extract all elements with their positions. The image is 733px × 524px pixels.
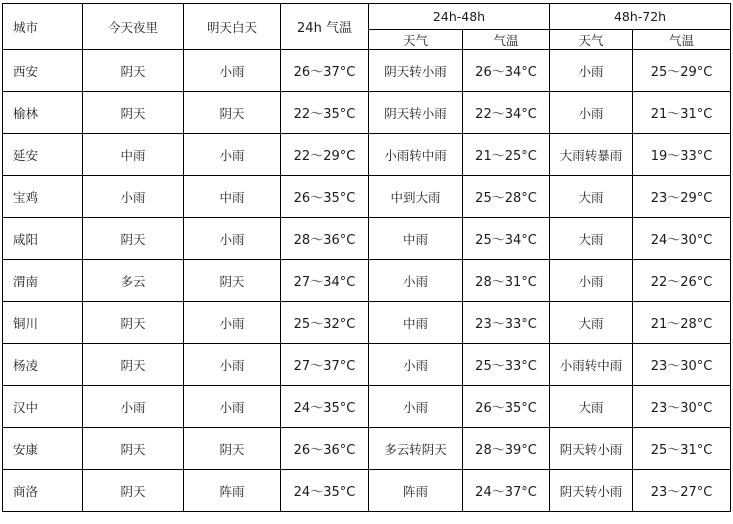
weather-48-cell: 阴天转小雨 [369, 50, 463, 92]
tonight-cell: 小雨 [83, 176, 184, 218]
day-cell: 阴天 [184, 428, 281, 470]
temp-48-cell: 26～34°C [463, 50, 550, 92]
weather-72-cell: 阴天转小雨 [550, 470, 633, 512]
temp-24h-cell: 26～36°C [281, 428, 369, 470]
weather-48-cell: 中到大雨 [369, 176, 463, 218]
temp-48-cell: 26～35°C [463, 386, 550, 428]
temp-72-cell: 23～27°C [633, 470, 731, 512]
header-tomorrow-day: 明天白天 [184, 4, 281, 50]
tonight-cell: 阴天 [83, 218, 184, 260]
temp-24h-cell: 27～37°C [281, 344, 369, 386]
temp-24h-cell: 28～36°C [281, 218, 369, 260]
temp-24h-cell: 27～34°C [281, 260, 369, 302]
header-city: 城市 [3, 4, 83, 50]
header-group-48-72: 48h-72h [550, 4, 731, 30]
header-weather-48: 天气 [369, 30, 463, 50]
weather-72-cell: 小雨转中雨 [550, 344, 633, 386]
table-row [3, 92, 731, 134]
city-cell: 杨凌 [3, 344, 83, 386]
temp-48-cell: 25～34°C [463, 218, 550, 260]
temp-48-cell: 23～33°C [463, 302, 550, 344]
weather-72-cell: 大雨转暴雨 [550, 134, 633, 176]
weather-72-cell: 小雨 [550, 260, 633, 302]
city-cell: 商洛 [3, 470, 83, 512]
weather-48-cell: 小雨 [369, 386, 463, 428]
temp-72-cell: 21～28°C [633, 302, 731, 344]
header-temp-72: 气温 [633, 30, 731, 50]
tonight-cell: 阴天 [83, 344, 184, 386]
temp-24h-cell: 22～29°C [281, 134, 369, 176]
temp-24h-cell: 26～35°C [281, 176, 369, 218]
weather-72-cell: 大雨 [550, 218, 633, 260]
temp-24h-cell: 24～35°C [281, 470, 369, 512]
temp-72-cell: 19～33°C [633, 134, 731, 176]
day-cell: 小雨 [184, 302, 281, 344]
tonight-cell: 多云 [83, 260, 184, 302]
weather-48-cell: 小雨转中雨 [369, 134, 463, 176]
header-group-24-48: 24h-48h [369, 4, 550, 30]
weather-48-cell: 小雨 [369, 260, 463, 302]
tonight-cell: 阴天 [83, 50, 184, 92]
temp-72-cell: 25～31°C [633, 428, 731, 470]
table-row [3, 50, 731, 92]
tonight-cell: 阴天 [83, 470, 184, 512]
table-row [3, 302, 731, 344]
temp-48-cell: 22～34°C [463, 92, 550, 134]
weather-48-cell: 阵雨 [369, 470, 463, 512]
temp-48-cell: 28～31°C [463, 260, 550, 302]
day-cell: 阴天 [184, 260, 281, 302]
city-cell: 安康 [3, 428, 83, 470]
day-cell: 小雨 [184, 386, 281, 428]
tonight-cell: 小雨 [83, 386, 184, 428]
city-cell: 汉中 [3, 386, 83, 428]
header-tonight: 今天夜里 [83, 4, 184, 50]
city-cell: 铜川 [3, 302, 83, 344]
table-row [3, 134, 731, 176]
header-weather-72: 天气 [550, 30, 633, 50]
day-cell: 小雨 [184, 134, 281, 176]
temp-72-cell: 22～26°C [633, 260, 731, 302]
weather-48-cell: 中雨 [369, 218, 463, 260]
table-row [3, 386, 731, 428]
temp-24h-cell: 25～32°C [281, 302, 369, 344]
temp-48-cell: 25～33°C [463, 344, 550, 386]
table-row [3, 176, 731, 218]
temp-48-cell: 24～37°C [463, 470, 550, 512]
weather-72-cell: 大雨 [550, 302, 633, 344]
temp-48-cell: 21～25°C [463, 134, 550, 176]
city-cell: 渭南 [3, 260, 83, 302]
table-row [3, 428, 731, 470]
temp-24h-cell: 22～35°C [281, 92, 369, 134]
temp-24h-cell: 26～37°C [281, 50, 369, 92]
table-row [3, 344, 731, 386]
temp-72-cell: 24～30°C [633, 218, 731, 260]
temp-72-cell: 25～29°C [633, 50, 731, 92]
tonight-cell: 阴天 [83, 302, 184, 344]
day-cell: 阴天 [184, 92, 281, 134]
forecast-table [2, 3, 731, 512]
temp-72-cell: 23～29°C [633, 176, 731, 218]
header-row-1 [3, 4, 731, 30]
weather-48-cell: 小雨 [369, 344, 463, 386]
weather-72-cell: 大雨 [550, 176, 633, 218]
day-cell: 小雨 [184, 218, 281, 260]
city-cell: 榆林 [3, 92, 83, 134]
table-row [3, 260, 731, 302]
weather-48-cell: 阴天转小雨 [369, 92, 463, 134]
temp-72-cell: 23～30°C [633, 344, 731, 386]
day-cell: 小雨 [184, 50, 281, 92]
temp-24h-cell: 24～35°C [281, 386, 369, 428]
temp-72-cell: 21～31°C [633, 92, 731, 134]
tonight-cell: 中雨 [83, 134, 184, 176]
city-cell: 西安 [3, 50, 83, 92]
city-cell: 延安 [3, 134, 83, 176]
weather-72-cell: 小雨 [550, 92, 633, 134]
temp-48-cell: 28～39°C [463, 428, 550, 470]
temp-48-cell: 25～28°C [463, 176, 550, 218]
header-temp-48: 气温 [463, 30, 550, 50]
weather-72-cell: 小雨 [550, 50, 633, 92]
city-cell: 宝鸡 [3, 176, 83, 218]
table-row [3, 218, 731, 260]
weather-72-cell: 阴天转小雨 [550, 428, 633, 470]
tonight-cell: 阴天 [83, 428, 184, 470]
temp-72-cell: 23～30°C [633, 386, 731, 428]
tonight-cell: 阴天 [83, 92, 184, 134]
table-row [3, 470, 731, 512]
day-cell: 阵雨 [184, 470, 281, 512]
weather-72-cell: 大雨 [550, 386, 633, 428]
weather-48-cell: 中雨 [369, 302, 463, 344]
day-cell: 小雨 [184, 344, 281, 386]
city-cell: 咸阳 [3, 218, 83, 260]
header-temp-24h: 24h 气温 [281, 4, 369, 50]
day-cell: 中雨 [184, 176, 281, 218]
weather-48-cell: 多云转阴天 [369, 428, 463, 470]
